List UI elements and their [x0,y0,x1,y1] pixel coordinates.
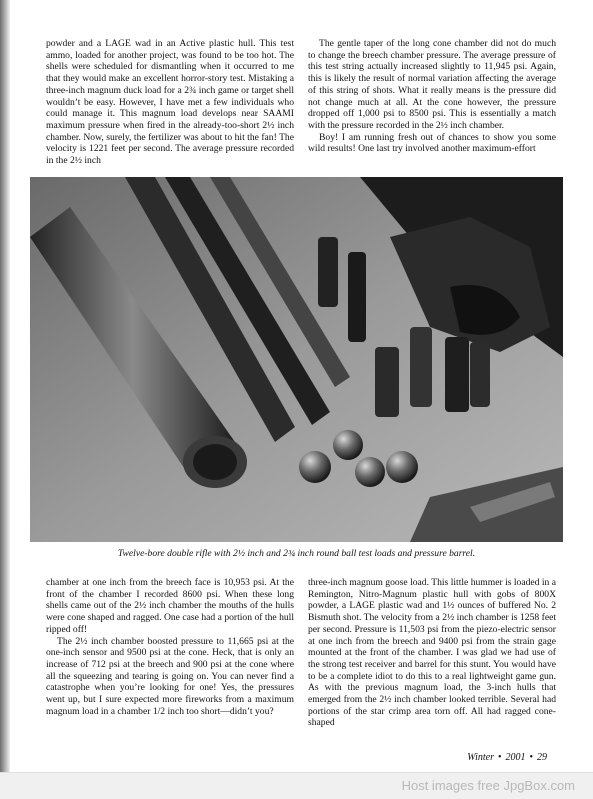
binding-shadow [0,0,10,772]
paragraph: powder and a LAGE wad in an Active plastic hull. This test ammo, loaded for another project, was found to be too hot. The shells were scheduled for dismantling when it occurred to me that they would make an excellent horror-story test. Mistaking a three-inch magnum duck load for a 2¾ inch game or target shell wouldn’t be easy. However, I have met a few individuals who could manage it. This magnum load develops near SAAMI maximum pressure when fired in the already-too-short 2½ inch chamber. Now, surely, the fertilizer was about to hit the fan! The velocity is 1221 feet per second. The average pressure recorded in the 2½ inch [46,38,294,167]
page-footer [467,752,547,763]
page-number: 29 [537,752,547,763]
host-watermark[interactable]: Host images free JpgBox.com [401,778,575,793]
rifle-photo-illustration [30,177,563,542]
bullet-separator: • [529,752,533,763]
bullet-separator: • [497,752,502,763]
rifle-photo [30,177,563,542]
text-column-bottom-right [308,577,556,729]
text-column-bottom-left [46,577,294,717]
paragraph: chamber at one inch from the breech face is 10,953 psi. At the front of the chamber I recorded 8600 psi. When these long shells came out of the 2½ inch chamber the mouths of the hulls were cone shaped and ragged. One case had a portion of the hull ripped off! [46,577,294,635]
footer-season: Winter [467,752,494,763]
footer-year: 2001 [505,752,526,763]
paragraph: The gentle taper of the long cone chamber did not do much to change the breech chamber pressure. The average pressure of this test string actually increased slightly to 11,945 psi. Again, this is likely the result of normal variation affecting the average of this string of shots. What it really means is the pressure did not change much at all. At the cone however, the pressure dropped off 1,000 psi to 8500 psi. This is essentially a match with the pressure recorded in the 2½ inch chamber. [308,38,556,131]
text-column-top-left [46,38,294,167]
paragraph: The 2½ inch chamber boosted pressure to 11,665 psi at the one-inch sensor and 9500 psi at the cone. Heck, that is only an increase of 712 psi at the breech and 900 psi at the cone where all the squeezing and tearing is going on. You can never find a catastrophe when you’re looking for one! Yes, the pressures went up, but I sure expected more fireworks from a maximum magnum load in a chamber 1/2 inch too short—didn’t you? [46,635,294,717]
host-watermark-bar [0,772,593,799]
paragraph: Boy! I am running fresh out of chances to show you some wild results! One last try involved another maximum-effort [308,131,556,155]
photo-caption: Twelve-bore double rifle with 2½ inch and 2¾ inch round ball test loads and pressure barrel. [117,548,476,559]
text-column-top-right [308,38,556,155]
paragraph: three-inch magnum goose load. This little hummer is loaded in a Remington, Nitro-Magnum plastic hull with gobs of 800X powder, a LAGE plastic wad and 1½ ounces of buffered No. 2 Bismuth shot. The velocity from a 2½ inch chamber is 1258 feet per second. Pressure is 11,503 psi from the piezo-electric sensor at one inch from the breech and 9400 psi from the strain gage mounted at the front of the chamber. I was glad we had use of the strong test receiver and barrel for this stunt. You would have to be a complete idiot to do this to a real lightweight game gun. As with the previous magnum load, the 3-inch hulls that emerged from the 2½ inch chamber looked terrible. Several had portions of the star crimp area torn off. All had ragged cone-shaped [308,577,556,729]
